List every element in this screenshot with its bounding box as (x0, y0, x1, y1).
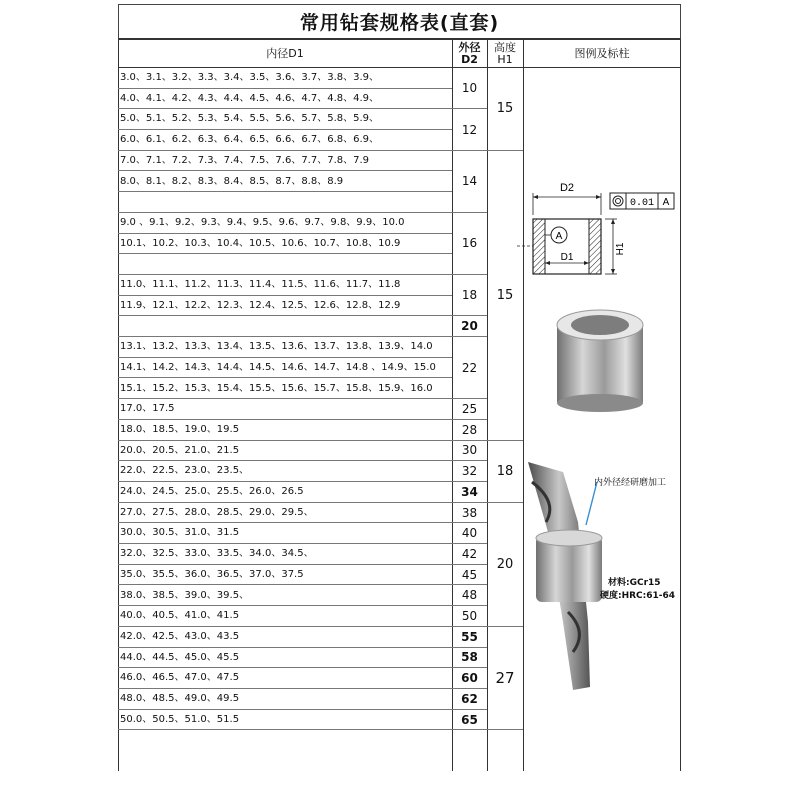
d2-value: 12 (452, 109, 487, 150)
d2-value: 38 (452, 503, 487, 524)
d2-value: 45 (452, 565, 487, 586)
d1-row: 7.0、7.1、7.2、7.3、7.4、7.5、7.6、7.7、7.8、7.9 (118, 151, 452, 172)
d2-value: 62 (452, 689, 487, 710)
header-d1: 内径D1 (118, 40, 452, 68)
bushing-image (553, 305, 648, 415)
d2-value: 14 (452, 151, 487, 213)
d1-row: 24.0、24.5、25.0、25.5、26.0、26.5 (118, 482, 452, 503)
dim-d1-label: D1 (560, 252, 574, 263)
d1-row: 17.0、17.5 (118, 399, 452, 420)
callout-grinding: 内外径经研磨加工 (594, 478, 667, 488)
dim-d2-label: D2 (559, 182, 575, 194)
d1-row: 30.0、30.5、31.0、31.5 (118, 523, 452, 544)
callout-hardness: 硬度:HRC:61-64 (600, 591, 676, 601)
d2-value: 28 (452, 420, 487, 441)
d1-row: 9.0 、9.1、9.2、9.3、9.4、9.5、9.6、9.7、9.8、9.9、10.0 (118, 213, 452, 234)
sheet-right-border (680, 40, 681, 771)
d1-row: 13.1、13.2、13.3、13.4、13.5、13.6、13.7、13.8、13.9、14.0 (118, 337, 452, 358)
d1-row: 11.0、11.1、11.2、11.3、11.4、11.5、11.6、11.7、11.8 (118, 275, 452, 296)
spec-sheet (118, 0, 681, 772)
d2-value: 16 (452, 213, 487, 275)
d1-row: 44.0、44.5、45.0、45.5 (118, 648, 452, 669)
d2-value: 20 (452, 316, 487, 337)
d2-value: 10 (452, 68, 487, 109)
d2-value: 18 (452, 275, 487, 316)
d1-row (118, 254, 452, 275)
d2-value: 42 (452, 544, 487, 565)
d2-value: 25 (452, 399, 487, 420)
d1-row: 11.9、12.1、12.2、12.3、12.4、12.5、12.6、12.8、12.9 (118, 296, 452, 317)
d1-row: 15.1、15.2、15.3、15.4、15.5、15.6、15.7、15.8、15.9、16.0 (118, 379, 452, 400)
d1-row: 50.0、50.5、51.0、51.5 (118, 710, 452, 731)
d1-row (118, 192, 452, 213)
d1-row: 4.0、4.1、4.2、4.3、4.4、4.5、4.6、4.7、4.8、4.9、 (118, 89, 452, 110)
d1-row: 42.0、42.5、43.0、43.5 (118, 627, 452, 648)
header-d2 (452, 40, 487, 68)
h1-value: 15 (487, 68, 523, 151)
d1-row: 8.0、8.1、8.2、8.3、8.4、8.5、8.7、8.8、8.9 (118, 172, 452, 193)
callout-material: 材料:GCr15 (608, 578, 661, 588)
d2-value: 32 (452, 461, 487, 482)
tolerance-reference: A (662, 197, 670, 208)
h1-value: 18 (487, 441, 523, 503)
d2-value: 58 (452, 648, 487, 669)
datum-label: A (555, 231, 563, 242)
d1-row: 5.0、5.1、5.2、5.3、5.4、5.5、5.6、5.7、5.8、5.9、 (118, 109, 452, 130)
h1-value: 20 (487, 503, 523, 627)
header-h1 (487, 40, 523, 68)
d1-row (118, 316, 452, 337)
d1-row: 48.0、48.5、49.0、49.5 (118, 689, 452, 710)
d2-value: 22 (452, 337, 487, 399)
d2-value: 60 (452, 668, 487, 689)
d1-row: 3.0、3.1、3.2、3.3、3.4、3.5、3.6、3.7、3.8、3.9、 (118, 68, 452, 89)
d1-row: 14.1、14.2、14.3、14.4、14.5、14.6、14.7、14.8 、14.9、15.0 (118, 358, 452, 379)
dim-h1-label: H1 (615, 242, 626, 256)
tolerance-value: 0.01 (629, 198, 655, 209)
h1-value: 15 (487, 151, 523, 441)
d1-row: 10.1、10.2、10.3、10.4、10.5、10.6、10.7、10.8、10.9 (118, 234, 452, 255)
d2-value: 50 (452, 606, 487, 627)
page-title: 常用钻套规格表(直套) (118, 4, 681, 40)
d2-value: 48 (452, 586, 487, 607)
d1-row: 27.0、27.5、28.0、28.5、29.0、29.5、 (118, 503, 452, 524)
d1-row: 22.0、22.5、23.0、23.5、 (118, 461, 452, 482)
h1-value: 27 (487, 627, 523, 731)
d2-value: 30 (452, 441, 487, 462)
d1-row: 35.0、35.5、36.0、36.5、37.0、37.5 (118, 565, 452, 586)
d2-value: 55 (452, 627, 487, 648)
d1-row: 32.0、32.5、33.0、33.5、34.0、34.5、 (118, 544, 452, 565)
header-d2-label: 外径 D2 (458, 40, 481, 66)
d1-row: 20.0、20.5、21.0、21.5 (118, 441, 452, 462)
bushing-drawing (513, 175, 683, 285)
d2-value: 40 (452, 523, 487, 544)
d1-row: 6.0、6.1、6.2、6.3、6.4、6.5、6.6、6.7、6.8、6.9、 (118, 130, 452, 151)
d1-row: 46.0、46.5、47.0、47.5 (118, 668, 452, 689)
d1-row: 18.0、18.5、19.0、19.5 (118, 420, 452, 441)
d2-value: 34 (452, 482, 487, 503)
header-legend: 图例及标柱 (523, 40, 681, 68)
d1-row: 40.0、40.5、41.0、41.5 (118, 606, 452, 627)
header-h1-label: 高度 H1 (494, 40, 516, 66)
d1-row: 38.0、38.5、39.0、39.5、 (118, 586, 452, 607)
d2-value: 65 (452, 710, 487, 731)
